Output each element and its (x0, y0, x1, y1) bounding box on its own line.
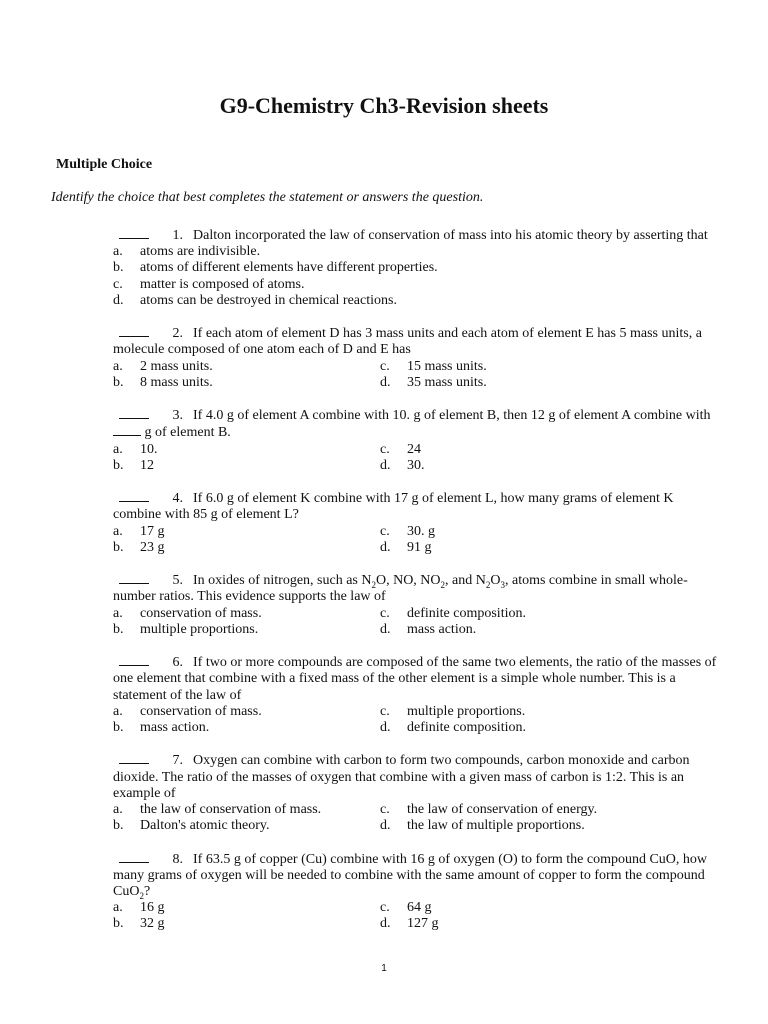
question-number: 8. (172, 851, 183, 867)
question-number: 5. (172, 573, 183, 589)
instructions: Identify the choice that best completes the statement or answers the question. (51, 190, 484, 205)
answer-blank[interactable] (119, 227, 149, 239)
question-6 (113, 654, 725, 736)
question-number: 7. (172, 753, 183, 769)
option-b: b. multiple proportions. (113, 621, 259, 637)
options (113, 900, 725, 932)
question-3 (113, 407, 725, 474)
question-stem (113, 654, 725, 704)
option-a: a. 16 g (113, 900, 165, 916)
option-c: c. 15 mass units. (380, 358, 487, 374)
question-text: If each atom of element D has 3 mass units and each atom of element E has 5 mass units, a molecule composed of one atom each of D and E has (113, 326, 702, 358)
option-c: c. 24 (380, 441, 421, 457)
option-b: b. 32 g (113, 916, 165, 932)
option-d: d. atoms can be destroyed in chemical reactions. (113, 292, 397, 308)
option-d: d. definite composition. (380, 720, 526, 736)
option-a: a. the law of conservation of mass. (113, 802, 322, 818)
option-b: b. mass action. (113, 720, 210, 736)
page-title: G9-Chemistry Ch3-Revision sheets (219, 93, 549, 118)
answer-blank[interactable] (119, 490, 149, 502)
option-d: d. 30. (380, 457, 425, 473)
option-a: a. 10. (113, 441, 158, 457)
option-b: b. Dalton's atomic theory. (113, 818, 270, 834)
question-stem: 8. If 63.5 g of copper (Cu) combine with 16 g of oxygen (O) to form the compound CuO, how many grams of oxygen will be needed to combine with the same amount of copper to form the compound CuO$_2$? (113, 851, 708, 901)
question-text: Oxygen can combine with carbon to form two compounds, carbon monoxide and carbon dioxide. The ratio of the masses of oxygen that combine with a given mass of carbon is 1:2. This is an example of (113, 753, 690, 801)
options (113, 524, 725, 556)
option-c: c. matter is composed of atoms. (113, 276, 305, 292)
option-b: b. 8 mass units. (113, 374, 213, 390)
options (113, 802, 725, 834)
option-c: c. 30. g (380, 523, 435, 539)
question-text: If two or more compounds are composed of the same two elements, the ratio of the masses of one element that combine with a fixed mass of the other element is a simple whole number. This is a statement of the law of (113, 655, 717, 703)
option-b: b. atoms of different elements have different properties. (113, 260, 438, 276)
question-number: 6. (172, 655, 183, 671)
options (113, 704, 725, 736)
options (113, 359, 725, 391)
question-list (113, 227, 725, 949)
page-number: 1 (381, 963, 387, 974)
question-stem (113, 407, 725, 441)
option-c: c. definite composition. (380, 605, 526, 621)
option-a: a. 2 mass units. (113, 358, 213, 374)
question-stem: 5. In oxides of nitrogen, such as $N_2O$, NO, $NO_2$, and $N_2O_3$, atoms combine in small whole-number ratios. This evidence supports the law of (113, 573, 688, 605)
options (113, 442, 725, 474)
option-c: c. the law of conservation of energy. (380, 802, 598, 818)
question-text: If 4.0 g of element A combine with 10. g of element B, then 12 g of element A combine with (193, 408, 711, 424)
answer-blank[interactable] (119, 572, 149, 584)
answer-blank[interactable] (119, 851, 149, 863)
question-stem (113, 752, 725, 802)
question-text-continued: g of element B. (144, 425, 231, 441)
question-number: 4. (172, 491, 183, 507)
option-b: b. 23 g (113, 539, 165, 555)
answer-blank[interactable] (119, 407, 149, 419)
option-d: d. the law of multiple proportions. (380, 818, 585, 834)
question-number: 2. (172, 326, 183, 342)
question-number: 3. (172, 408, 183, 424)
option-a: a. 17 g (113, 523, 165, 539)
option-d: d. mass action. (380, 621, 477, 637)
question-text: Dalton incorporated the law of conservation of mass into his atomic theory by asserting that (193, 228, 708, 243)
question-text: If 6.0 g of element K combine with 17 g of element L, how many grams of element K combine with 85 g of element L? (113, 491, 674, 523)
answer-blank[interactable] (119, 325, 149, 337)
option-c: c. 64 g (380, 900, 432, 916)
answer-blank[interactable] (119, 752, 149, 764)
section-heading: Multiple Choice (56, 157, 153, 172)
option-c: c. multiple proportions. (380, 703, 526, 719)
options (113, 244, 725, 309)
question-5 (113, 572, 725, 638)
option-b: b. 12 (113, 457, 154, 473)
question-7 (113, 752, 725, 834)
question-stem (113, 490, 725, 523)
question-8 (113, 851, 725, 933)
question-1 (113, 227, 725, 309)
question-stem (113, 227, 725, 244)
question-stem (113, 325, 725, 358)
option-a: a. conservation of mass. (113, 703, 262, 719)
inline-blank (113, 424, 141, 436)
question-2 (113, 325, 725, 391)
option-d: d. 91 g (380, 539, 432, 555)
question-4 (113, 490, 725, 556)
question-number: 1. (172, 228, 183, 243)
option-d: d. 35 mass units. (380, 374, 487, 390)
answer-blank[interactable] (119, 654, 149, 666)
option-a: a. conservation of mass. (113, 605, 262, 621)
options (113, 606, 725, 638)
option-a: a. atoms are indivisible. (113, 244, 261, 260)
option-d: d. 127 g (380, 916, 439, 932)
